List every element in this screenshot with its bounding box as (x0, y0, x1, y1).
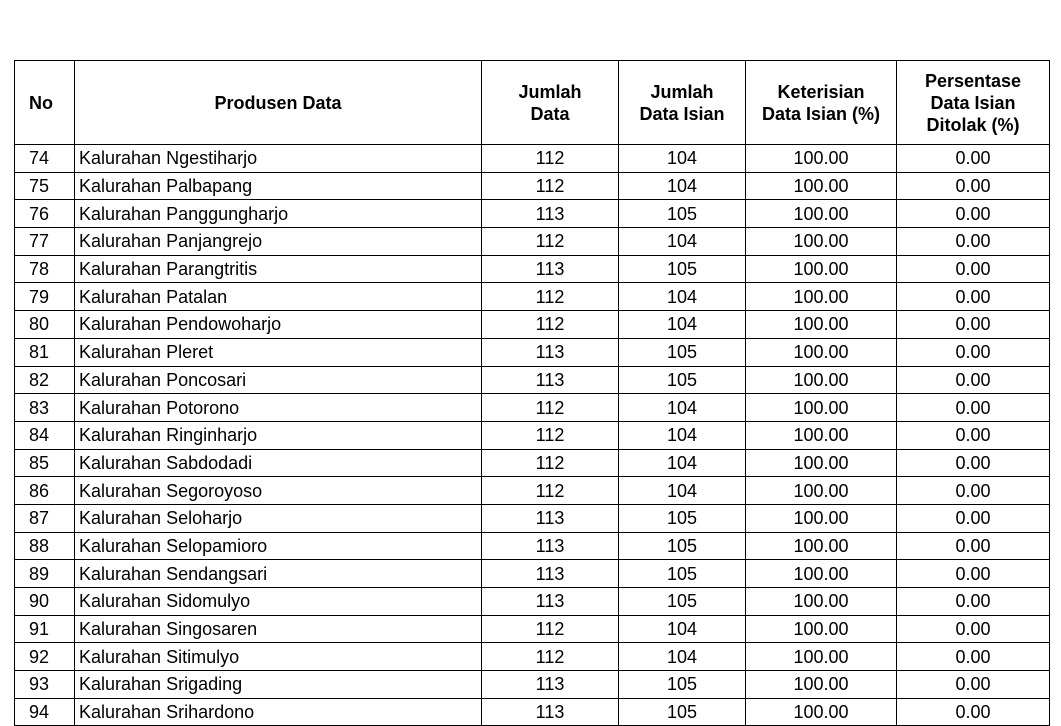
cell-persentase-ditolak: 0.00 (897, 532, 1050, 560)
cell-jumlah-data: 113 (482, 560, 619, 588)
header-jumlah-data-line-1: Jumlah (518, 81, 582, 102)
cell-no: 91 (15, 615, 75, 643)
table-row (15, 366, 1050, 394)
cell-persentase-ditolak: 0.00 (897, 588, 1050, 616)
table-row (15, 671, 1050, 699)
table-row (15, 698, 1050, 726)
cell-produsen-data: Kalurahan Pendowoharjo (75, 311, 482, 339)
header-persentase-ditolak (897, 61, 1050, 145)
cell-produsen-data: Kalurahan Patalan (75, 283, 482, 311)
cell-produsen-data: Kalurahan Sidomulyo (75, 588, 482, 616)
cell-jumlah-data-isian: 105 (619, 200, 746, 228)
cell-no: 74 (15, 145, 75, 173)
cell-no: 84 (15, 421, 75, 449)
cell-produsen-data: Kalurahan Segoroyoso (75, 477, 482, 505)
cell-produsen-data: Kalurahan Poncosari (75, 366, 482, 394)
cell-produsen-data: Kalurahan Srigading (75, 671, 482, 699)
cell-keterisian: 100.00 (746, 532, 897, 560)
cell-persentase-ditolak: 0.00 (897, 671, 1050, 699)
cell-persentase-ditolak: 0.00 (897, 504, 1050, 532)
cell-persentase-ditolak: 0.00 (897, 394, 1050, 422)
cell-no: 92 (15, 643, 75, 671)
cell-keterisian: 100.00 (746, 283, 897, 311)
cell-jumlah-data: 113 (482, 588, 619, 616)
data-table-container (14, 60, 1050, 726)
table-row (15, 615, 1050, 643)
cell-no: 89 (15, 560, 75, 588)
cell-produsen-data: Kalurahan Ringinharjo (75, 421, 482, 449)
cell-persentase-ditolak: 0.00 (897, 311, 1050, 339)
cell-produsen-data: Kalurahan Potorono (75, 394, 482, 422)
cell-persentase-ditolak: 0.00 (897, 145, 1050, 173)
cell-produsen-data: Kalurahan Sendangsari (75, 560, 482, 588)
table-row (15, 311, 1050, 339)
header-persentase-line-2: Data Isian (930, 92, 1016, 113)
cell-produsen-data: Kalurahan Panjangrejo (75, 228, 482, 256)
header-no: No (15, 61, 75, 145)
cell-no: 88 (15, 532, 75, 560)
cell-jumlah-data-isian: 104 (619, 394, 746, 422)
table-row (15, 394, 1050, 422)
table-row (15, 338, 1050, 366)
cell-keterisian: 100.00 (746, 449, 897, 477)
cell-no: 82 (15, 366, 75, 394)
cell-keterisian: 100.00 (746, 560, 897, 588)
cell-jumlah-data-isian: 105 (619, 698, 746, 726)
cell-keterisian: 100.00 (746, 698, 897, 726)
header-jumlah-data-isian-line-2: Data Isian (639, 103, 725, 124)
cell-jumlah-data: 113 (482, 200, 619, 228)
cell-keterisian: 100.00 (746, 145, 897, 173)
header-keterisian-line-2: Data Isian (%) (761, 103, 881, 124)
cell-no: 83 (15, 394, 75, 422)
table-row (15, 477, 1050, 505)
cell-persentase-ditolak: 0.00 (897, 449, 1050, 477)
table-row (15, 283, 1050, 311)
cell-no: 75 (15, 172, 75, 200)
cell-keterisian: 100.00 (746, 228, 897, 256)
cell-persentase-ditolak: 0.00 (897, 560, 1050, 588)
cell-persentase-ditolak: 0.00 (897, 200, 1050, 228)
cell-no: 93 (15, 671, 75, 699)
cell-persentase-ditolak: 0.00 (897, 643, 1050, 671)
cell-produsen-data: Kalurahan Ngestiharjo (75, 145, 482, 173)
cell-jumlah-data: 112 (482, 421, 619, 449)
cell-persentase-ditolak: 0.00 (897, 615, 1050, 643)
cell-keterisian: 100.00 (746, 366, 897, 394)
table-header (15, 61, 1050, 145)
header-jumlah-data (482, 61, 619, 145)
cell-keterisian: 100.00 (746, 671, 897, 699)
header-keterisian-line-1: Keterisian (777, 81, 865, 102)
cell-jumlah-data: 113 (482, 366, 619, 394)
cell-jumlah-data: 112 (482, 311, 619, 339)
table-row (15, 421, 1050, 449)
cell-no: 80 (15, 311, 75, 339)
cell-persentase-ditolak: 0.00 (897, 172, 1050, 200)
header-persentase-line-1: Persentase (924, 70, 1022, 91)
cell-jumlah-data-isian: 104 (619, 283, 746, 311)
cell-jumlah-data-isian: 105 (619, 504, 746, 532)
cell-no: 86 (15, 477, 75, 505)
table-row (15, 532, 1050, 560)
cell-no: 79 (15, 283, 75, 311)
cell-jumlah-data: 112 (482, 228, 619, 256)
table-row (15, 560, 1050, 588)
cell-jumlah-data-isian: 105 (619, 255, 746, 283)
cell-no: 87 (15, 504, 75, 532)
table-row (15, 255, 1050, 283)
cell-no: 94 (15, 698, 75, 726)
cell-jumlah-data-isian: 104 (619, 477, 746, 505)
cell-jumlah-data: 113 (482, 532, 619, 560)
cell-keterisian: 100.00 (746, 643, 897, 671)
cell-keterisian: 100.00 (746, 338, 897, 366)
cell-jumlah-data-isian: 104 (619, 172, 746, 200)
cell-jumlah-data: 112 (482, 283, 619, 311)
cell-keterisian: 100.00 (746, 588, 897, 616)
table-row (15, 504, 1050, 532)
header-row (15, 61, 1050, 145)
table-row (15, 643, 1050, 671)
data-table (14, 60, 1050, 726)
cell-keterisian: 100.00 (746, 311, 897, 339)
cell-jumlah-data-isian: 105 (619, 532, 746, 560)
cell-jumlah-data-isian: 104 (619, 643, 746, 671)
cell-no: 78 (15, 255, 75, 283)
cell-produsen-data: Kalurahan Selopamioro (75, 532, 482, 560)
cell-jumlah-data: 113 (482, 504, 619, 532)
cell-jumlah-data-isian: 105 (619, 366, 746, 394)
cell-jumlah-data: 113 (482, 698, 619, 726)
cell-no: 81 (15, 338, 75, 366)
cell-keterisian: 100.00 (746, 421, 897, 449)
header-produsen-data: Produsen Data (75, 61, 482, 145)
cell-jumlah-data-isian: 105 (619, 671, 746, 699)
cell-keterisian: 100.00 (746, 504, 897, 532)
cell-persentase-ditolak: 0.00 (897, 698, 1050, 726)
cell-jumlah-data-isian: 104 (619, 449, 746, 477)
cell-persentase-ditolak: 0.00 (897, 228, 1050, 256)
table-row (15, 449, 1050, 477)
header-jumlah-data-isian-line-1: Jumlah (650, 81, 714, 102)
table-row (15, 145, 1050, 173)
cell-jumlah-data: 113 (482, 255, 619, 283)
cell-no: 77 (15, 228, 75, 256)
cell-keterisian: 100.00 (746, 255, 897, 283)
cell-jumlah-data-isian: 104 (619, 228, 746, 256)
cell-no: 90 (15, 588, 75, 616)
cell-persentase-ditolak: 0.00 (897, 421, 1050, 449)
cell-keterisian: 100.00 (746, 615, 897, 643)
cell-jumlah-data: 113 (482, 671, 619, 699)
cell-jumlah-data: 113 (482, 338, 619, 366)
cell-persentase-ditolak: 0.00 (897, 283, 1050, 311)
header-keterisian (746, 61, 897, 145)
cell-keterisian: 100.00 (746, 200, 897, 228)
table-row (15, 228, 1050, 256)
cell-persentase-ditolak: 0.00 (897, 255, 1050, 283)
cell-produsen-data: Kalurahan Srihardono (75, 698, 482, 726)
table-row (15, 200, 1050, 228)
cell-jumlah-data-isian: 105 (619, 338, 746, 366)
cell-jumlah-data-isian: 104 (619, 421, 746, 449)
cell-produsen-data: Kalurahan Singosaren (75, 615, 482, 643)
table-body (15, 145, 1050, 726)
cell-persentase-ditolak: 0.00 (897, 366, 1050, 394)
table-row (15, 588, 1050, 616)
cell-produsen-data: Kalurahan Seloharjo (75, 504, 482, 532)
cell-jumlah-data: 112 (482, 145, 619, 173)
cell-produsen-data: Kalurahan Sitimulyo (75, 643, 482, 671)
cell-jumlah-data: 112 (482, 394, 619, 422)
cell-jumlah-data-isian: 105 (619, 560, 746, 588)
table-row (15, 172, 1050, 200)
cell-keterisian: 100.00 (746, 394, 897, 422)
cell-jumlah-data-isian: 104 (619, 311, 746, 339)
cell-jumlah-data-isian: 104 (619, 615, 746, 643)
header-jumlah-data-isian (619, 61, 746, 145)
cell-jumlah-data-isian: 104 (619, 145, 746, 173)
cell-produsen-data: Kalurahan Panggungharjo (75, 200, 482, 228)
cell-persentase-ditolak: 0.00 (897, 338, 1050, 366)
cell-jumlah-data: 112 (482, 477, 619, 505)
cell-jumlah-data: 112 (482, 643, 619, 671)
cell-no: 76 (15, 200, 75, 228)
cell-produsen-data: Kalurahan Parangtritis (75, 255, 482, 283)
cell-jumlah-data: 112 (482, 449, 619, 477)
header-jumlah-data-line-2: Data (530, 103, 570, 124)
cell-no: 85 (15, 449, 75, 477)
cell-produsen-data: Kalurahan Palbapang (75, 172, 482, 200)
cell-jumlah-data-isian: 105 (619, 588, 746, 616)
cell-jumlah-data: 112 (482, 172, 619, 200)
header-persentase-line-3: Ditolak (%) (926, 114, 1020, 135)
cell-keterisian: 100.00 (746, 172, 897, 200)
cell-produsen-data: Kalurahan Pleret (75, 338, 482, 366)
cell-jumlah-data: 112 (482, 615, 619, 643)
cell-produsen-data: Kalurahan Sabdodadi (75, 449, 482, 477)
cell-keterisian: 100.00 (746, 477, 897, 505)
cell-persentase-ditolak: 0.00 (897, 477, 1050, 505)
